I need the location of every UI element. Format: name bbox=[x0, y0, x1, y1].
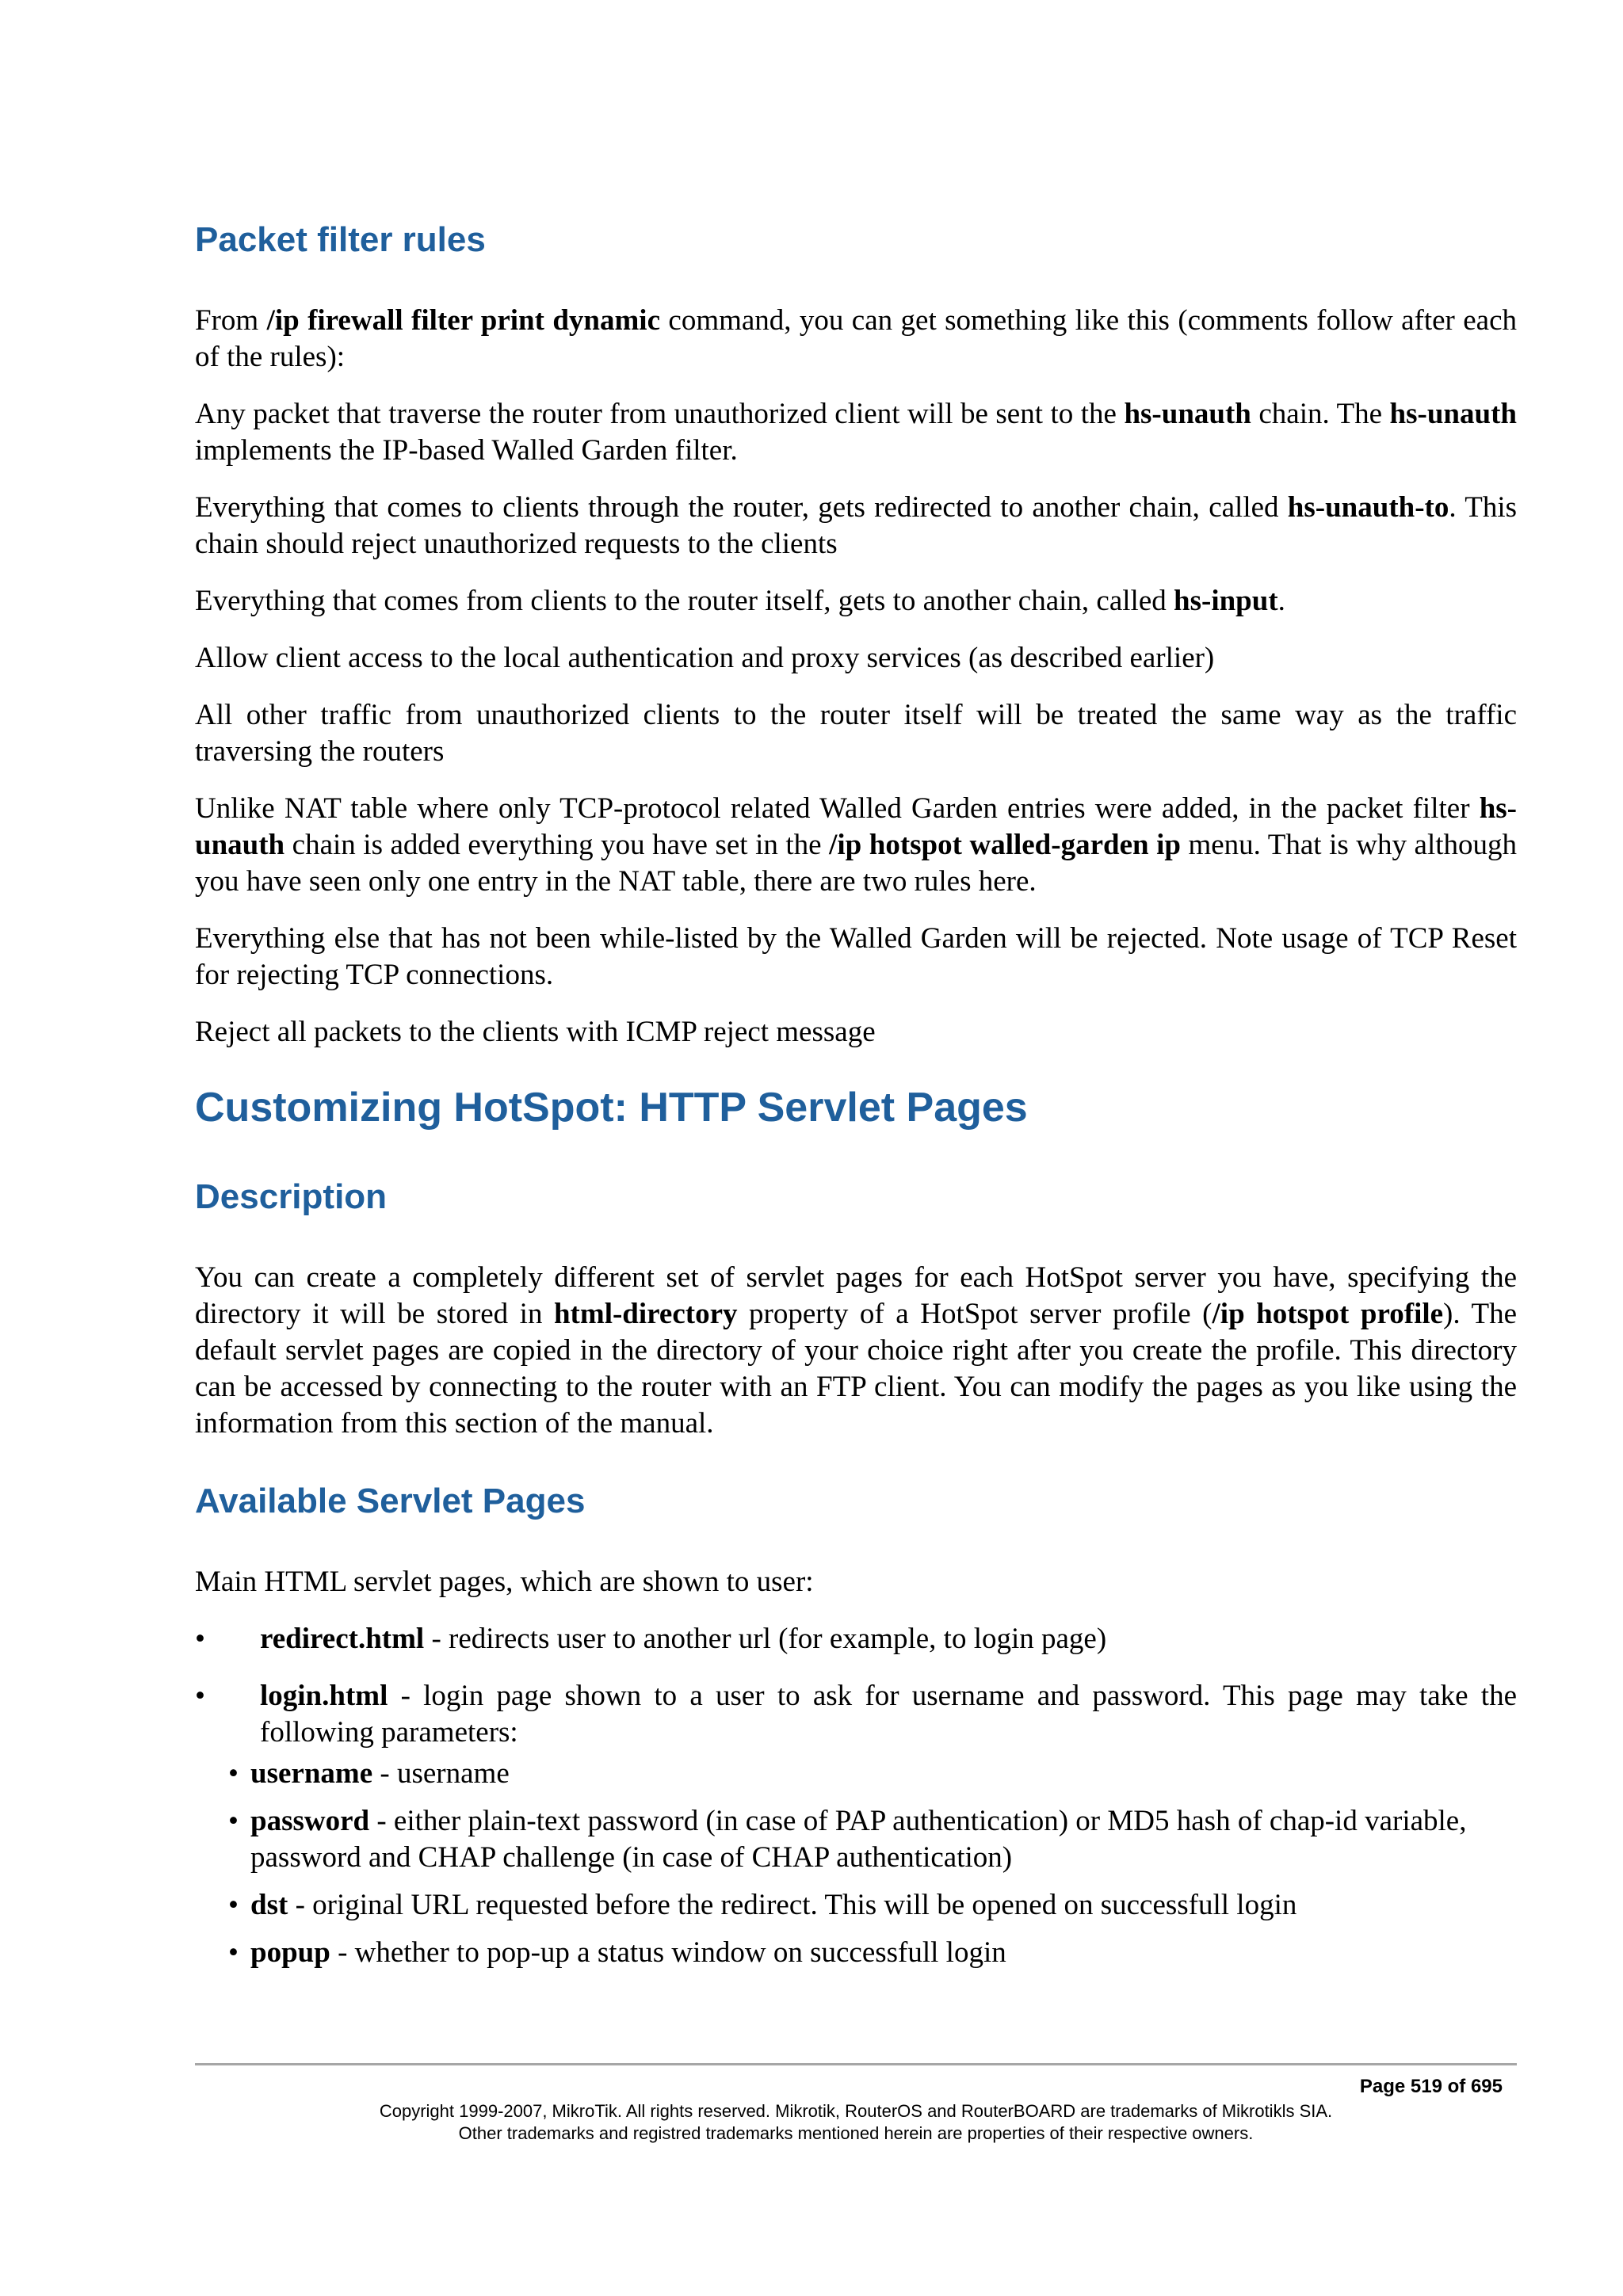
list-item-term: username bbox=[250, 1757, 373, 1790]
bullet-icon: • bbox=[228, 1889, 239, 1921]
term-hs-unauth-to: hs-unauth-to bbox=[1287, 491, 1449, 524]
term-html-directory: html-directory bbox=[553, 1298, 738, 1330]
paragraph-reject-icmp: Reject all packets to the clients with ICMP reject message bbox=[195, 1016, 876, 1048]
text: Everything that comes to clients through the router, gets redirected to another chain, called bbox=[195, 491, 1288, 524]
list-item bbox=[228, 1887, 1517, 1924]
document-page bbox=[195, 214, 1517, 1971]
text: Unlike NAT table where only TCP-protocol related Walled Garden entries were added, in the packet filter bbox=[195, 792, 1480, 825]
copyright-line-2: Other trademarks and registred trademarks mentioned herein are properties of their respective owners. bbox=[458, 2123, 1254, 2143]
page-footer bbox=[195, 2063, 1517, 2145]
term-hs-unauth: hs-unauth bbox=[1389, 398, 1517, 430]
list-item-desc: - whether to pop-up a status window on successfull login bbox=[330, 1936, 1006, 1969]
term-hs-unauth: hs-unauth bbox=[195, 792, 1517, 861]
text: Any packet that traverse the router from unauthorized client will be sent to the bbox=[195, 398, 1125, 430]
paragraph-allow-client-access: Allow client access to the local authentication and proxy services (as described earlier) bbox=[195, 642, 1215, 674]
list-item-term: popup bbox=[250, 1936, 330, 1969]
text: From bbox=[195, 304, 267, 337]
bullet-icon: • bbox=[195, 1623, 205, 1655]
list-item bbox=[195, 1621, 1517, 1657]
list-item bbox=[195, 1678, 1517, 1751]
heading-packet-filter-rules: Packet filter rules bbox=[195, 220, 486, 259]
heading-customizing-hotspot: Customizing HotSpot: HTTP Servlet Pages bbox=[195, 1085, 1028, 1131]
term-hs-unauth: hs-unauth bbox=[1124, 398, 1251, 430]
command-term: /ip firewall filter print dynamic bbox=[266, 304, 661, 337]
paragraph-everything-else: Everything else that has not been while-listed by the Walled Garden will be rejected. Note usage of TCP Reset for rejecting TCP connections. bbox=[195, 922, 1517, 991]
term-ip-hotspot-profile: /ip hotspot profile bbox=[1212, 1298, 1444, 1330]
paragraph-firewall-command bbox=[195, 303, 1517, 376]
copyright-line-1: Copyright 1999-2007, MikroTik. All rights reserved. Mikrotik, RouterOS and RouterBOARD are trademarks of Mikrotikls SIA. bbox=[379, 2101, 1333, 2121]
list-item bbox=[228, 1803, 1517, 1876]
list-item-desc: - either plain-text password (in case of PAP authentication) or MD5 hash of chap-id variable, password and CHAP challenge (in case of CHAP authentication) bbox=[250, 1805, 1467, 1874]
paragraph-hs-input bbox=[195, 583, 1517, 620]
text: You can create a completely different set of servlet pages for each HotSpot server you have, specifying the directory it will be stored in bbox=[195, 1261, 1517, 1330]
bullet-icon: • bbox=[228, 1805, 239, 1837]
list-item-desc: - login page shown to a user to ask for username and password. This page may take the following parameters: bbox=[260, 1680, 1517, 1749]
list-item bbox=[228, 1756, 1517, 1792]
text: implements the IP-based Walled Garden filter. bbox=[195, 434, 738, 467]
list-item-desc: - redirects user to another url (for example, to login page) bbox=[424, 1623, 1107, 1655]
list-item-term: password bbox=[250, 1805, 370, 1837]
servlet-page-list bbox=[195, 1621, 1517, 1751]
list-item-term: dst bbox=[250, 1889, 288, 1921]
page-number: Page 519 of 695 bbox=[1359, 2076, 1503, 2097]
heading-available-servlet-pages: Available Servlet Pages bbox=[195, 1482, 586, 1520]
paragraph-servlet-intro: Main HTML servlet pages, which are shown to user: bbox=[195, 1566, 814, 1598]
text: command, you can get something like this (comments follow after each of the rules): bbox=[195, 304, 1518, 373]
paragraph-hs-unauth-to bbox=[195, 490, 1517, 563]
bullet-icon: • bbox=[228, 1757, 239, 1790]
paragraph-unlike-nat bbox=[195, 791, 1517, 900]
paragraph-hs-unauth bbox=[195, 396, 1517, 469]
bullet-icon: • bbox=[195, 1680, 205, 1712]
text: . This chain should reject unauthorized requests to the clients bbox=[195, 491, 1517, 560]
term-hs-input: hs-input bbox=[1174, 585, 1278, 617]
list-item-term: login.html bbox=[260, 1680, 388, 1712]
term-walled-garden-ip: /ip hotspot walled-garden ip bbox=[829, 829, 1181, 861]
list-item-desc: - original URL requested before the redirect. This will be opened on successfull login bbox=[288, 1889, 1297, 1921]
paragraph-other-traffic: All other traffic from unauthorized clients to the router itself will be treated the same way as the traffic traversing the routers bbox=[195, 699, 1517, 768]
text: menu. That is why although you have seen only one entry in the NAT table, there are two rules here. bbox=[195, 829, 1517, 898]
text: chain. The bbox=[1251, 398, 1390, 430]
bullet-icon: • bbox=[228, 1936, 239, 1969]
text: . bbox=[1277, 585, 1285, 617]
heading-description: Description bbox=[195, 1177, 388, 1216]
list-item bbox=[228, 1935, 1517, 1971]
text: property of a HotSpot server profile ( bbox=[737, 1298, 1212, 1330]
login-parameter-list bbox=[195, 1756, 1517, 1971]
list-item-term: redirect.html bbox=[260, 1623, 425, 1655]
text: chain is added everything you have set in the bbox=[285, 829, 830, 861]
list-item-desc: - username bbox=[372, 1757, 510, 1790]
text: Everything that comes from clients to the router itself, gets to another chain, called bbox=[195, 585, 1174, 617]
footer-divider bbox=[195, 2063, 1517, 2065]
text: ). The default servlet pages are copied in the directory of your choice right after you create the profile. This directory can be accessed by connecting to the router with an FTP client. You can modify the pages as you like using the information from this section of the manual. bbox=[195, 1298, 1518, 1440]
paragraph-description bbox=[195, 1260, 1517, 1442]
